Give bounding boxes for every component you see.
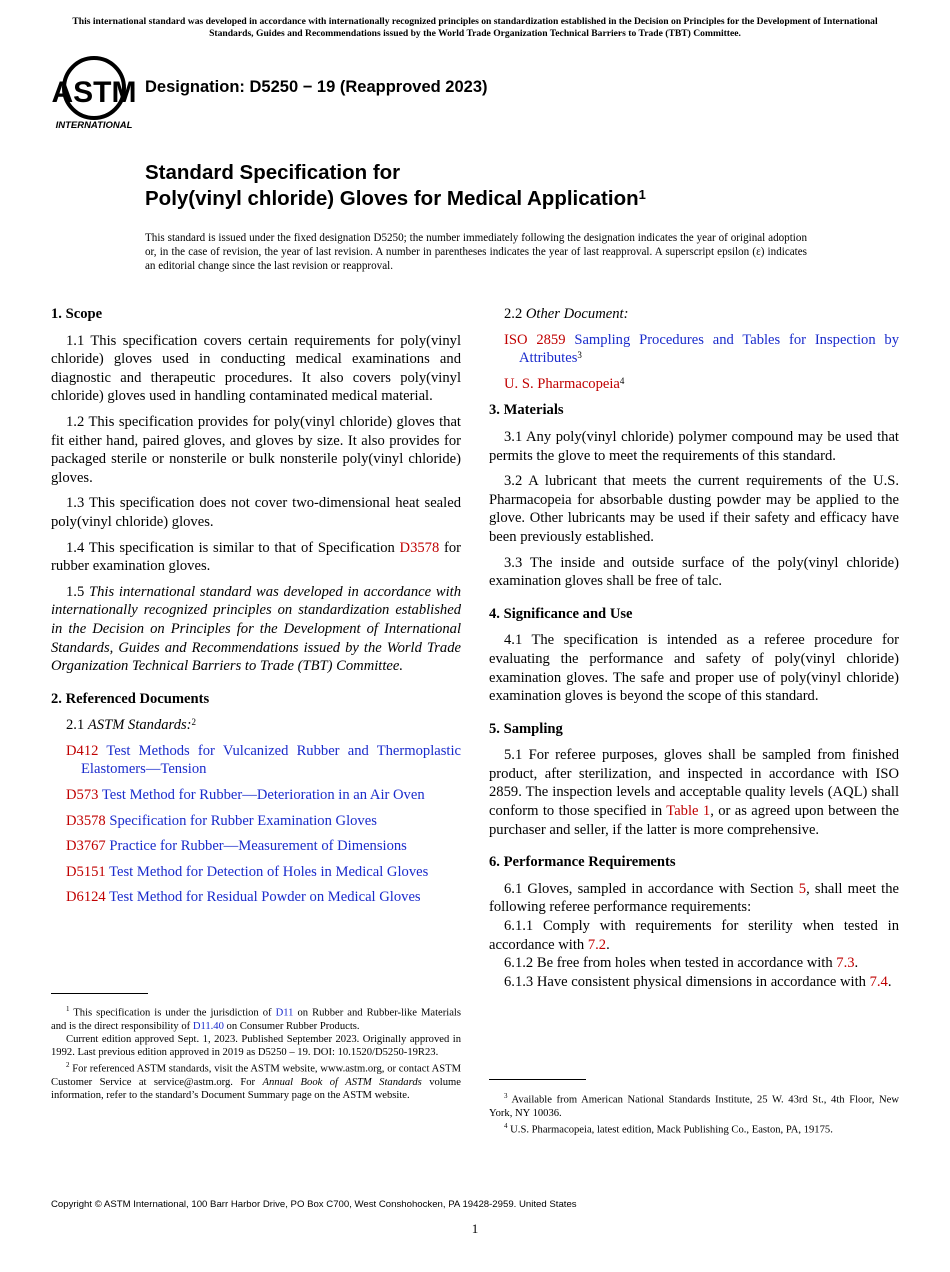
section-6-heading: 6. Performance Requirements — [489, 854, 676, 871]
para-3-3: 3.3 The inside and outside surface of the poly(vinyl chloride) examination gloves shall be free of talc. — [489, 554, 899, 590]
left-column — [51, 305, 461, 914]
reference-code-link[interactable]: D3578 — [66, 812, 106, 829]
para-6-1-3: 6.1.3 Have consistent physical dimensions in accordance with 7.4. — [504, 973, 892, 990]
para-1-3: 1.3 This specification does not cover two-dimensional heat sealed poly(vinyl chloride) gloves. — [51, 495, 461, 530]
other-reference-code-link[interactable]: ISO 2859 — [504, 331, 566, 348]
para-1-4: 1.4 This specification is similar to that of Specification D3578 for rubber examination gloves. — [51, 539, 461, 575]
link-7-3[interactable]: 7.3 — [836, 955, 855, 972]
reference-item — [51, 863, 461, 882]
other-reference-title-link[interactable]: Sampling Procedures and Tables for Inspection by Attributes — [519, 331, 900, 367]
reference-title-link[interactable]: Test Method for Detection of Holes in Medical Gloves — [109, 863, 429, 880]
copyright-footer: Copyright © ASTM International, 100 Barr Harbor Drive, PO Box C700, West Conshohocken, PA 19428-2959. United States — [51, 1199, 577, 1210]
astm-logo — [52, 52, 136, 136]
para-2-2: 2.2 Other Document: — [504, 306, 629, 322]
section-3-heading: 3. Materials — [489, 402, 564, 419]
footnote-4: $^4$ U.S. Pharmacopeia, latest edition, Mack Publishing Co., Easton, PA, 19175. — [504, 1121, 833, 1136]
reference-code-link[interactable]: D6124 — [66, 889, 106, 906]
issue-note: This standard is issued under the fixed designation D5250; the number immediately following the designation indicates the year of original adoption or, in the case of revision, the year of last revision. A number in parentheses indicates the year of last reapproval. A superscript epsilon (ε) indicates an editorial change since the last revision or reapproval. — [145, 232, 807, 273]
reference-title-link[interactable]: Test Method for Rubber—Deterioration in an Air Oven — [101, 787, 425, 804]
reference-item — [51, 812, 461, 831]
link-7-2[interactable]: 7.2 — [587, 936, 607, 953]
reference-code-link[interactable]: D573 — [66, 787, 99, 804]
footnote-rule-left — [51, 993, 148, 994]
section-4-heading: 4. Significance and Use — [489, 605, 633, 622]
footnote-1-edition: Current edition approved Sept. 1, 2023. Published September 2023. Originally approved in 1992. Last previous edition approved in 2019 as D5250 – 19. DOI: 10.1520/D5250-19R23. — [51, 1033, 461, 1059]
para-1-1: 1.1 This specification covers certain requirements for poly(vinyl chloride) gloves used in conducting medical examinations and diagnostic and therapeutic procedures. It also covers poly(vinyl chloride) gloves used in handling contaminated medical material. — [51, 332, 461, 405]
link-d3578[interactable]: D3578 — [399, 539, 440, 556]
link-d11-40[interactable]: D11.40 — [192, 1020, 224, 1032]
reference-title-link[interactable]: Practice for Rubber—Measurement of Dimensions — [109, 838, 407, 855]
astm-reference-list — [51, 742, 461, 907]
astm-logo-icon — [52, 52, 136, 136]
para-6-1-2: 6.1.2 Be free from holes when tested in accordance with 7.3. — [504, 955, 859, 972]
reference-code-link[interactable]: D3767 — [66, 838, 106, 855]
other-reference-item — [489, 375, 899, 394]
section-2-heading: 2. Referenced Documents — [51, 690, 210, 707]
link-d11[interactable]: D11 — [275, 1007, 294, 1019]
standard-notice: This international standard was developed in accordance with internationally recognized principles on standardization established in the Decision on Principles for the Development of International Standards, Guides and Recommendations issued by the World Trade Organization Technical Barriers to Trade (TBT) Committee. — [72, 16, 878, 39]
svg-text:ASTM: ASTM — [52, 76, 136, 109]
right-column — [489, 305, 899, 998]
other-reference-code-link[interactable]: U. S. Pharmacopeia — [504, 375, 620, 392]
footnote-3: $^3$ Available from American National Standards Institute, 25 W. 43rd St., 4th Floor, New York, NY 10036. — [489, 1092, 899, 1119]
reference-title-link[interactable]: Specification for Rubber Examination Gloves — [109, 812, 377, 829]
para-5-1: 5.1 For referee purposes, gloves shall be sampled from finished product, after sterilization, and inspected in accordance with ISO 2859. The inspection levels and acceptable quality levels (AQL) shall conform to those specified in Table 1, or as agreed upon between the purchaser and seller, if the latter is more comprehensive. — [489, 747, 899, 838]
other-reference-list — [489, 331, 899, 394]
section-1-heading: 1. Scope — [51, 306, 103, 322]
footnotes-right — [489, 1090, 899, 1137]
title-footnote-mark[interactable]: 1 — [638, 187, 646, 202]
link-7-4[interactable]: 7.4 — [869, 973, 888, 990]
reference-item — [51, 742, 461, 779]
para-1-2: 1.2 This specification provides for poly(vinyl chloride) gloves that fit either hand, paired gloves, and gloves by size. It also provides for packaged sterile or nonsterile or bulk nonsterile poly(vinyl chloride) gloves. — [51, 413, 461, 486]
reference-code-link[interactable]: D412 — [66, 742, 99, 759]
footnote-mark[interactable]: 3 — [577, 350, 582, 361]
section-5-heading: 5. Sampling — [489, 720, 563, 737]
title-line-2: Poly(vinyl chloride) Gloves for Medical Application$^1$ — [145, 187, 646, 210]
para-6-1-1: 6.1.1 Comply with requirements for sterility when tested in accordance with 7.2. — [489, 918, 899, 953]
footnote-1: $^1$ This specification is under the jurisdiction of D11 on Rubber and Rubber-like Materials and is the direct responsibility of D11.40 on Consumer Rubber Products. — [51, 1005, 461, 1032]
other-reference-item — [489, 331, 899, 368]
para-1-5: 1.5 This international standard was developed in accordance with internationally recognized principles on standardization established in the Decision on Principles for the Development of International Standards, Guides and Recommendations issued by the World Trade Organization Technical Barriers to Trade (TBT) Committee. — [51, 583, 462, 675]
link-section-5[interactable]: 5 — [798, 880, 807, 897]
reference-item — [51, 786, 461, 805]
reference-item — [51, 888, 461, 907]
title-line-1: Standard Specification for — [145, 161, 401, 184]
page-number: 1 — [471, 1221, 479, 1236]
para-3-2: 3.2 A lubricant that meets the current requirements of the U.S. Pharmacopeia for absorbable dusting powder may be applied to the glove. Other lubricants may be used if their safety and efficacy have been previously established. — [489, 473, 899, 545]
footnote-mark[interactable]: 4 — [619, 375, 625, 386]
footnote-2: $^2$ For referenced ASTM standards, visit the ASTM website, www.astm.org, or contact ASTM Customer Service at service@astm.org. For Annual Book of ASTM Standards volume information, refer to the standard’s Document Summary page on the ASTM website. — [51, 1061, 461, 1102]
reference-item — [51, 837, 461, 856]
reference-title-link[interactable]: Test Methods for Vulcanized Rubber and Thermoplastic Elastomers—Tension — [81, 742, 461, 778]
link-table-1[interactable]: Table 1 — [666, 803, 711, 820]
reference-code-link[interactable]: D5151 — [66, 863, 106, 880]
para-2-1: 2.1 ASTM Standards:$^2$ — [66, 717, 197, 734]
document-title — [145, 160, 646, 212]
reference-title-link[interactable]: Test Method for Residual Powder on Medical Gloves — [109, 889, 421, 906]
para-4-1: 4.1 The specification is intended as a referee procedure for evaluating the performance and safety of poly(vinyl chloride) examination gloves. The safe and proper use of poly(vinyl chloride) examination gloves is beyond the scope of this standard. — [489, 632, 899, 705]
designation: Designation: D5250 − 19 (Reapproved 2023) — [145, 78, 488, 96]
footnote-rule-right — [489, 1079, 586, 1080]
footnotes-left — [51, 1003, 461, 1102]
svg-text:INTERNATIONAL: INTERNATIONAL — [55, 120, 133, 131]
para-6-1: 6.1 Gloves, sampled in accordance with Section 5, shall meet the following referee performance requirements: — [489, 880, 899, 916]
para-3-1: 3.1 Any poly(vinyl chloride) polymer compound may be used that permits the glove to meet the requirements of this standard. — [489, 428, 899, 464]
